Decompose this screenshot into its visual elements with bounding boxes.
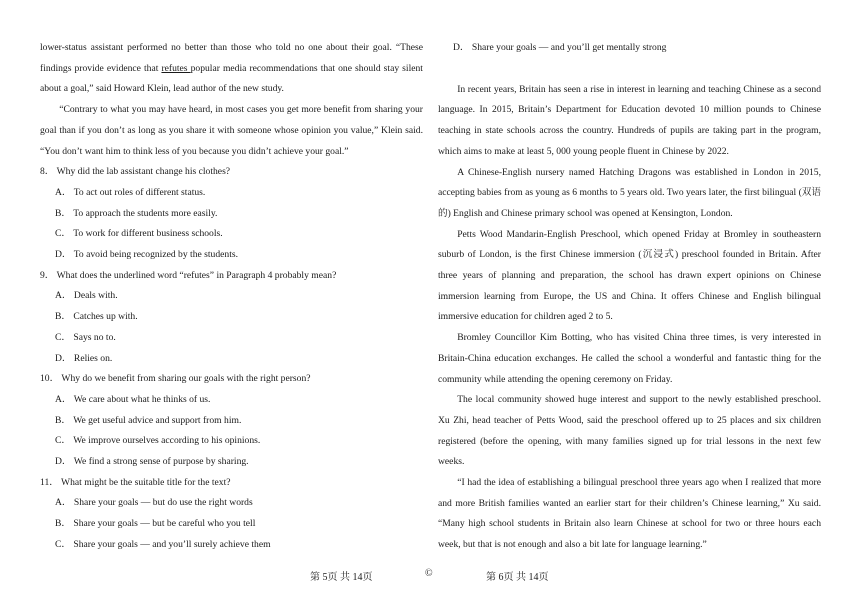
- question-9: 9． What does the underlined word “refutes” in Paragraph 4 probably mean?: [40, 269, 337, 281]
- q10-option-d: D． We find a strong sense of purpose by sharing.: [55, 456, 249, 468]
- passage-paragraph-1: In recent years, Britain has seen a rise in interest in learning and teaching Chinese as a second language. In 2015, Britain’s Department for Education devoted 10 million pounds to Chinese teaching in state schools across the country. Hundreds of pupils are taking part in the program, which aims to make at least 5, 000 young people fluent in Chinese by 2022.: [438, 83, 821, 157]
- q8-option-d: D． To avoid being recognized by the students.: [55, 249, 238, 261]
- q9-option-c: C． Says no to.: [55, 331, 116, 343]
- page-number-left: 第 5页 共 14页: [310, 572, 373, 583]
- q11-option-a: A． Share your goals — but do use the right words: [55, 497, 253, 509]
- page-number-right: 第 6页 共 14页: [486, 572, 549, 583]
- passage-paragraph-5: The local community showed huge interest and support to the newly established preschool. Xu Zhi, head teacher of Petts Wood, said the preschool offered up to 25 places and six children registered (before the opening, with many families signed up for trial lessons in the next few weeks.: [438, 394, 821, 468]
- q9-option-d: D． Relies on.: [55, 352, 113, 364]
- question-10: 10． Why do we benefit from sharing our goals with the right person?: [40, 373, 311, 385]
- passage-paragraph-3: Petts Wood Mandarin-English Preschool, which opened Friday at Bromley in southeastern suburb of London, is the first Chinese immersion (沉浸式) preschool founded in Britain. After three years of planning and preparation, the school has drawn expert opinions on Chinese immersion learning from Europe, the US and China. It offers Chinese and English bilingual immersive education for children aged 2 to 5.: [438, 228, 821, 323]
- paragraph-klein-quote: “Contrary to what you may have heard, in most cases you get more benefit from sharing your goal than if you don’t as long as you share it with someone whose opinion you value,” Klein said. “You don’t want him to think less of you because you didn’t achieve your goal.”: [40, 104, 423, 157]
- q8-option-a: A． To act out roles of different status.: [55, 186, 206, 198]
- q10-option-c: C． We improve ourselves according to his opinions.: [55, 435, 261, 447]
- q10-option-b: B． We get useful advice and support from him.: [55, 414, 242, 426]
- question-11: 11． What might be the suitable title for the text?: [40, 476, 231, 488]
- right-column: [438, 38, 821, 556]
- q10-option-a: A． We care about what he thinks of us.: [55, 393, 211, 405]
- q8-option-c: C． To work for different business schools.: [55, 228, 223, 240]
- spacer: [438, 59, 821, 80]
- q11-option-d: D． Share your goals — and you’ll get mentally strong: [453, 42, 667, 53]
- copyright-symbol: ©: [425, 568, 433, 579]
- question-8: 8． Why did the lab assistant change his clothes?: [40, 166, 231, 178]
- underlined-word-refutes: refutes: [161, 62, 191, 74]
- left-column: [40, 38, 423, 556]
- q9-option-a: A． Deals with.: [55, 290, 118, 302]
- q11-option-b: B． Share your goals — but be careful who you tell: [55, 518, 256, 530]
- passage-paragraph-6: “I had the idea of establishing a bilingual preschool three years ago when I realized that more and more British families wanted an earlier start for their children’s Chinese learning,” Xu said. “Many high school students in Britain also learn Chinese at school for two or three hours each week, but that is not enough and also a bit late for language learning.”: [438, 477, 821, 551]
- passage-paragraph-2: A Chinese-English nursery named Hatching Dragons was established in London in 2015, accepting babies from as young as 6 months to 5 years old. Two years later, the first bilingual (双语的) English and Chinese primary school was opened at Kensington, London.: [438, 166, 821, 219]
- paragraph-continuation: lower-status assistant performed no better than those who told no one about their goal. “These findings provide evidence that refutes popular media recommendations that one should stay silent about a goal,” said Howard Klein, lead author of the new study.: [40, 42, 423, 95]
- q9-option-b: B． Catches up with.: [55, 311, 138, 323]
- q11-option-c: C． Share your goals — and you’ll surely achieve them: [55, 538, 271, 550]
- q8-option-b: B． To approach the students more easily.: [55, 207, 218, 219]
- passage-paragraph-4: Bromley Councillor Kim Botting, who has visited China three times, is very interested in Britain-China education exchanges. He called the school a wonderful and fantastic thing for the community while attending the opening ceremony on Friday.: [438, 332, 821, 385]
